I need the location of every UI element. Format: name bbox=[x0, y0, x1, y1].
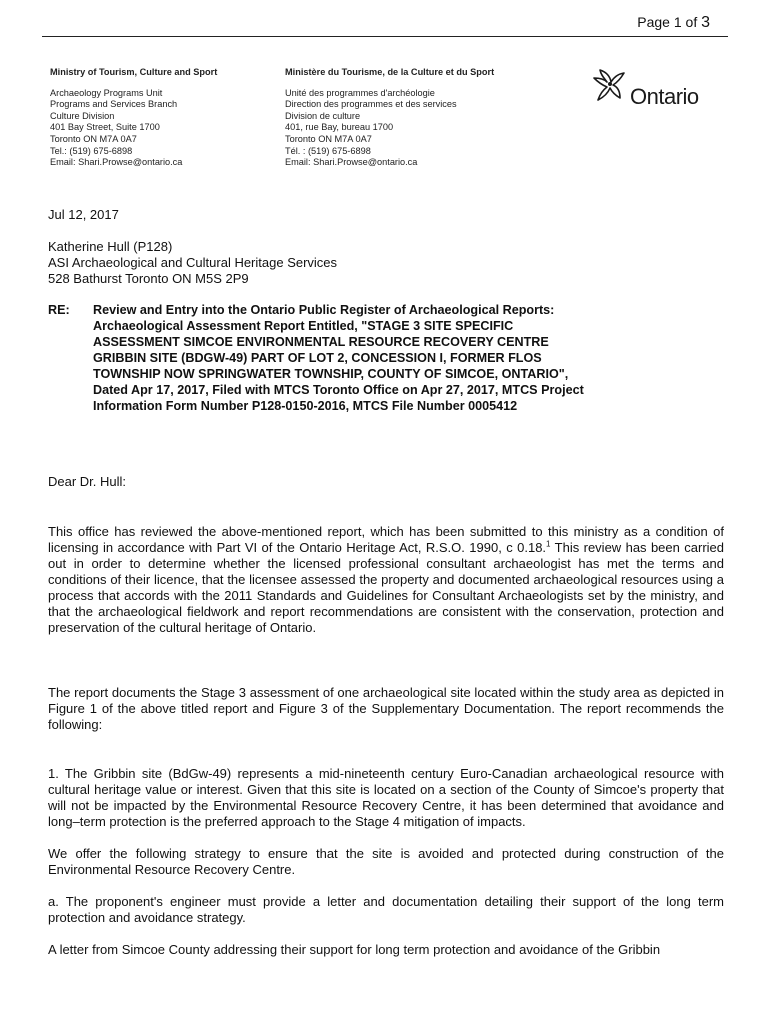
french-header-line: 401, rue Bay, bureau 1700 bbox=[285, 122, 394, 133]
english-header-line: Culture Division bbox=[50, 110, 115, 121]
recipient-street: 528 Bathurst Toronto ON M5S 2P9 bbox=[48, 271, 249, 286]
ontario-logo bbox=[590, 66, 720, 110]
french-header-line: Division de culture bbox=[285, 110, 361, 121]
recipient-address bbox=[48, 239, 724, 287]
header-rule bbox=[42, 36, 728, 37]
paragraph-review-end: This review has been carried out in order to determine whether the licensed professional consultant archaeologist has met the terms and conditions of their licence, that the licensee assessed the property and documented archaeological resources using a process that accords with the 2011 Standards and Guidelines for Consultant Archaeologists set by the ministry, and that the archaeological fieldwork and report recommendations are consistent with the conservation, protection and preservation of the cultural heritage of Ontario. bbox=[48, 540, 724, 635]
page-number bbox=[637, 14, 710, 32]
english-header-line: 401 Bay Street, Suite 1700 bbox=[50, 122, 160, 133]
ontario-wordmark: Ontario bbox=[630, 84, 699, 109]
subject-line: ASSESSMENT SIMCOE ENVIRONMENTAL RESOURCE RECOVERY CENTRE bbox=[93, 335, 549, 349]
subject-line: Information Form Number P128-0150-2016, MTCS File Number 0005412 bbox=[93, 399, 518, 413]
recipient-name: Katherine Hull (P128) bbox=[48, 239, 173, 254]
subject-line: Archaeological Assessment Report Entitled, "STAGE 3 SITE SPECIFIC bbox=[93, 319, 514, 333]
re-label: RE: bbox=[48, 303, 70, 317]
english-ministry-name: Ministry of Tourism, Culture and Sport bbox=[50, 67, 218, 77]
english-header-line: Toronto ON M7A 0A7 bbox=[50, 133, 137, 144]
letter-date: Jul 12, 2017 bbox=[48, 207, 119, 222]
paragraph-report-summary: The report documents the Stage 3 assessment of one archaeological site located within the study area as depicted in Figure 1 of the above titled report and Figure 3 of the Supplementary Documentation. The report recommends the following: bbox=[48, 685, 724, 732]
french-header-line: Toronto ON M7A 0A7 bbox=[285, 133, 372, 144]
french-header-line: Tél. : (519) 675-6898 bbox=[285, 145, 371, 156]
footnote-marker: 1 bbox=[546, 539, 551, 549]
french-ministry-name: Ministère du Tourisme, de la Culture et du Sport bbox=[285, 67, 495, 77]
english-header-line: Programs and Services Branch bbox=[50, 99, 178, 110]
french-header-line: Unité des programmes d'archéologie bbox=[285, 87, 435, 98]
subject-line: TOWNSHIP NOW SPRINGWATER TOWNSHIP, COUNTY OF SIMCOE, ONTARIO", bbox=[93, 367, 569, 381]
subject-line: GRIBBIN SITE (BDGW-49) PART OF LOT 2, CONCESSION I, FORMER FLOS bbox=[93, 351, 542, 365]
paragraph-recommendation-1: 1. The Gribbin site (BdGw-49) represents a mid-nineteenth century Euro-Canadian archaeological resource with cultural heritage value or interest. Given that this site is located on a section of the County of Simcoe's property that will not be impacted by the Environmental Resource Recovery Centre, it has been determined that avoidance and long–term protection is the preferred approach to the Stage 4 mitigation of impacts. bbox=[48, 766, 724, 829]
paragraph-review bbox=[48, 524, 724, 636]
page-total: 3 bbox=[701, 14, 710, 31]
french-header-email: Email: Shari.Prowse@ontario.ca bbox=[285, 157, 418, 168]
salutation: Dear Dr. Hull: bbox=[48, 474, 127, 489]
paragraph-county-letter: A letter from Simcoe County addressing their support for long term protection and avoidance of the Gribbin bbox=[48, 942, 661, 957]
french-header-line: Direction des programmes et des services bbox=[285, 99, 457, 110]
english-header-line: Archaeology Programs Unit bbox=[50, 87, 163, 98]
paragraph-strategy: We offer the following strategy to ensure that the site is avoided and protected during construction of the Environmental Resource Recovery Centre. bbox=[48, 846, 724, 877]
english-header-email: Email: Shari.Prowse@ontario.ca bbox=[50, 157, 183, 168]
english-header-line: Tel.: (519) 675-6898 bbox=[50, 145, 133, 156]
page-number-label: Page 1 of bbox=[637, 14, 698, 30]
english-header-block bbox=[50, 67, 280, 169]
recipient-organization: ASI Archaeological and Cultural Heritage Services bbox=[48, 255, 338, 270]
subject-line: Review and Entry into the Ontario Public Register of Archaeological Reports: bbox=[93, 303, 555, 317]
paragraph-review-start: This office has reviewed the above-mentioned report, which has been submitted to this ministry as a condition of licensing in accordance with Part VI of the Ontario Heritage Act, R.S.O. 1990, c 0.18. bbox=[48, 524, 724, 555]
paragraph-item-a: a. The proponent's engineer must provide a letter and documentation detailing their support of the long term protection and avoidance strategy. bbox=[48, 894, 724, 925]
subject-text bbox=[93, 302, 733, 414]
french-header-block bbox=[285, 67, 525, 169]
trillium-icon bbox=[590, 66, 632, 110]
subject-line: Dated Apr 17, 2017, Filed with MTCS Toronto Office on Apr 27, 2017, MTCS Project bbox=[93, 383, 584, 397]
